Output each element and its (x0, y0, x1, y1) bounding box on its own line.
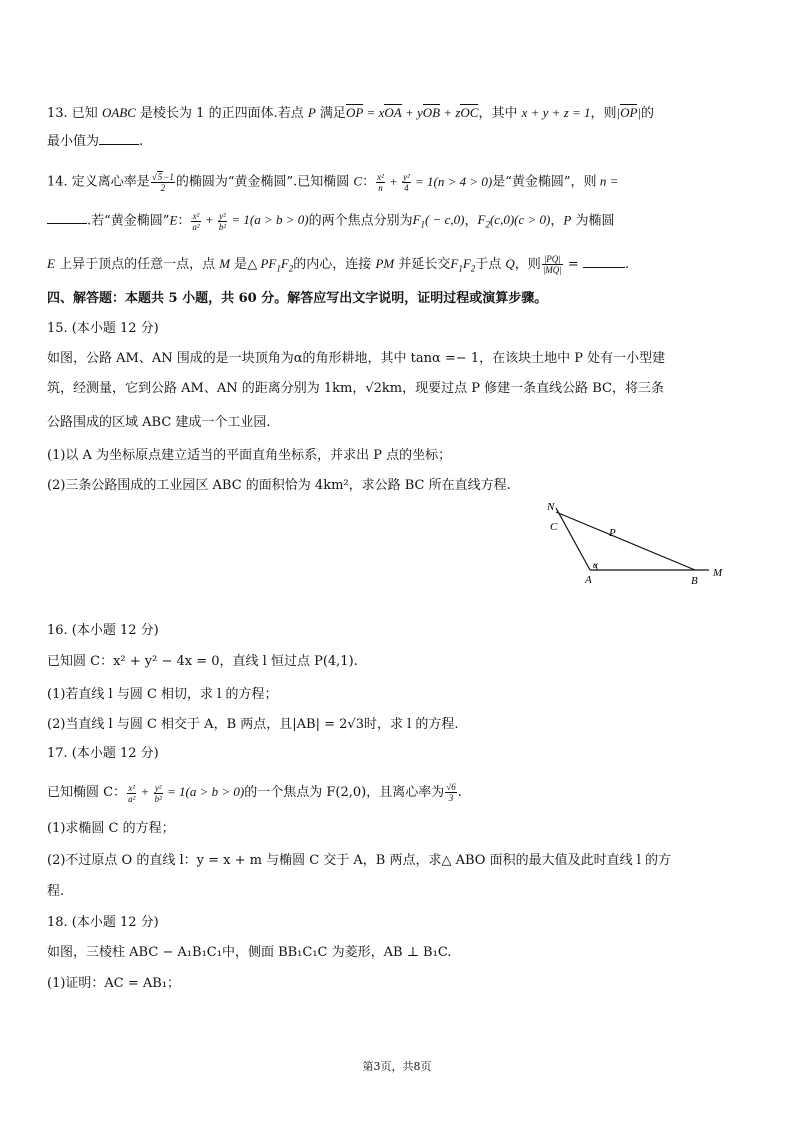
label-alpha: α (593, 560, 598, 570)
q13-line2: 最小值为 . (47, 134, 144, 149)
label-b: B (691, 575, 698, 587)
q16-heading: 16. (本小题 12 分) (47, 623, 159, 638)
q15-part2: (2)三条公路围成的工业园区 ABC 的面积恰为 4km²，求公路 BC 所在直线方程. (47, 478, 511, 493)
q17-part1: (1)求椭圆 C 的方程； (47, 821, 175, 836)
label-m: M (713, 567, 723, 579)
answer-blank[interactable] (47, 211, 87, 224)
answer-blank[interactable] (99, 132, 139, 145)
q15-part1: (1)以 A 为坐标原点建立适当的平面直角坐标系，并求出 P 点的坐标； (47, 448, 452, 463)
q16-part2: (2)当直线 l 与圆 C 相交于 A，B 两点，且|AB| = 2√3时，求 l 的方程. (47, 717, 459, 732)
label-c: C (550, 521, 558, 533)
label-p: P (609, 527, 616, 539)
q15-text: 筑，经测量，它到公路 AM、AN 的距离分别为 1km，√2km，现要过点 P 修建一条直线公路 BC，将三条 (47, 381, 665, 396)
section-heading: 四、解答题：本题共 5 小题，共 60 分。解答应写出文字说明，证明过程或演算步骤。 (47, 291, 548, 306)
q14-line2: .若“黄金椭圆”E： $\frac{\text{x²}}{\text{a²}}$ + $\frac{\text{y²}}{\text{b²}}$ = 1(a > b > 0)的两个焦点分别为$F_1( - c,0)$，$F_2(c,0)(c > 0)$，P 为椭圆 (47, 211, 614, 234)
page-footer: 第3页，共8页 (362, 1060, 432, 1073)
road-an (556, 508, 590, 570)
q18-text: 如图，三棱柱 ABC − A₁B₁C₁中，侧面 BB₁C₁C 为菱形，AB ⊥ B₁C. (47, 945, 452, 960)
label-a: A (585, 574, 592, 586)
q16-part1: (1)若直线 l 与圆 C 相切，求 l 的方程； (47, 687, 278, 702)
q15-figure (535, 500, 735, 592)
q17-text: 已知椭圆 C： $\frac{\text{x²}}{\text{a²}}$ + $\frac{\text{y²}}{\text{b²}}$ = 1(a > b > 0)的一个焦点为 F(2,0)，且离心率为 $\frac{√6}{3}$ . (47, 782, 462, 804)
q16-text: 已知圆 C：x² + y² − 4x = 0，直线 l 恒过点 P(4,1). (47, 654, 358, 669)
q18-part1: (1)证明：AC = AB₁； (47, 976, 181, 991)
q18-heading: 18. (本小题 12 分) (47, 915, 159, 930)
q15-text: 公路围成的区域 ABC 建成一个工业园. (47, 415, 271, 430)
q17-heading: 17. (本小题 12 分) (47, 746, 159, 761)
answer-blank[interactable] (583, 255, 625, 268)
road-bc (556, 512, 695, 570)
q15-heading: 15. (本小题 12 分) (47, 321, 159, 336)
q17-part2: (2)不过原点 O 的直线 l：y = x + m 与椭圆 C 交于 A，B 两点，求△ ABO 面积的最大值及此时直线 l 的方 (47, 853, 672, 868)
q14-line1: 14. 定义离心率是 $\frac{√5-1}{2}$ 的椭圆为“黄金椭圆”.已知椭圆 C： $\frac{\text{x²}}{n}$ + $\frac{\text{y²}}{4}$ = 1(n > 4 > 0)是“黄金椭圆”，则 n = (47, 172, 619, 194)
q14-line3: E 上异于顶点的任意一点，点 M 是△ $PF_1F_2$的内心，连接 PM 并延长交$F_1F_2$于点 Q，则 $\frac{|PQ|}{|MQ|}$ = . (47, 254, 630, 275)
q15-text: 如图，公路 AM、AN 围成的是一块顶角为α的角形耕地，其中 tanα =− 1，在该块土地中 P 处有一小型建 (47, 351, 666, 366)
q13-line1: 13. 已知 OABC 是棱长为 1 的正四面体.若点 P 满足OP = xOA + yOB + zOC，其中 x + y + z = 1，则|OP|的 (47, 105, 655, 121)
label-n: N (547, 501, 555, 513)
q17-part2-cont: 程. (47, 884, 65, 899)
